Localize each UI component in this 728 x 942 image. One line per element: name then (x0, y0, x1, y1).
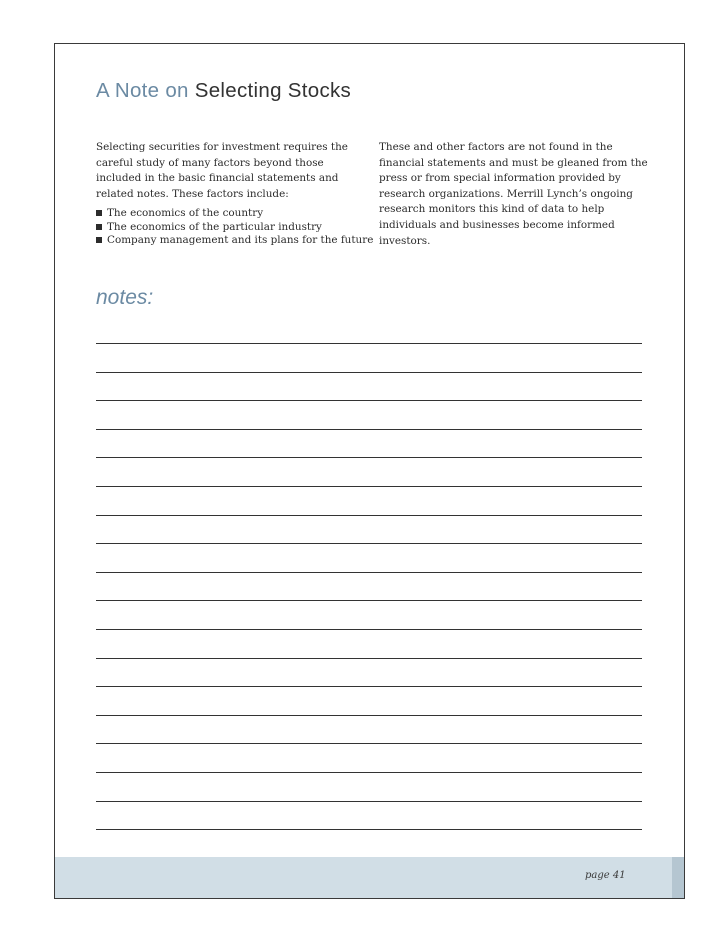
square-bullet-icon (96, 224, 102, 230)
note-line (96, 743, 642, 744)
square-bullet-icon (96, 237, 102, 243)
page-number: page 41 (585, 870, 626, 881)
left-column (96, 140, 374, 248)
note-line (96, 457, 642, 458)
note-line (96, 829, 642, 830)
right-column (379, 140, 649, 249)
left-intro-paragraph: Selecting securities for investment requires the careful study of many factors beyond those included in the basic financial statements and related notes. These factors include: (96, 141, 348, 200)
note-line (96, 658, 642, 659)
heading-accent: A Note on (96, 79, 189, 102)
note-line (96, 515, 642, 516)
note-line (96, 772, 642, 773)
note-line (96, 543, 642, 544)
list-item-text: The economics of the country (107, 207, 264, 220)
note-line (96, 629, 642, 630)
note-line (96, 572, 642, 573)
note-line (96, 686, 642, 687)
note-line (96, 429, 642, 430)
list-item (96, 207, 366, 221)
right-paragraph: These and other factors are not found in the financial statements and must be gleaned from the press or from special information provided by research organizations. Merrill Lynch’s ongoing research monitors this kind of data to help individuals and businesses become informed investors. (379, 141, 648, 247)
heading-main: Selecting Stocks (194, 79, 352, 102)
list-item-text: Company management and its plans for the future (107, 234, 374, 247)
note-line (96, 486, 642, 487)
page-heading (96, 79, 351, 103)
list-item-text: The economics of the particular industry (107, 220, 322, 233)
notes-title: notes: (96, 286, 154, 309)
note-line (96, 715, 642, 716)
square-bullet-icon (96, 210, 102, 216)
note-line (96, 801, 642, 802)
list-item (96, 221, 366, 235)
note-line (96, 372, 642, 373)
note-line (96, 600, 642, 601)
footer-tab (672, 857, 684, 898)
note-line (96, 400, 642, 401)
list-item (96, 234, 374, 248)
factors-list (96, 207, 374, 248)
note-line (96, 343, 642, 344)
